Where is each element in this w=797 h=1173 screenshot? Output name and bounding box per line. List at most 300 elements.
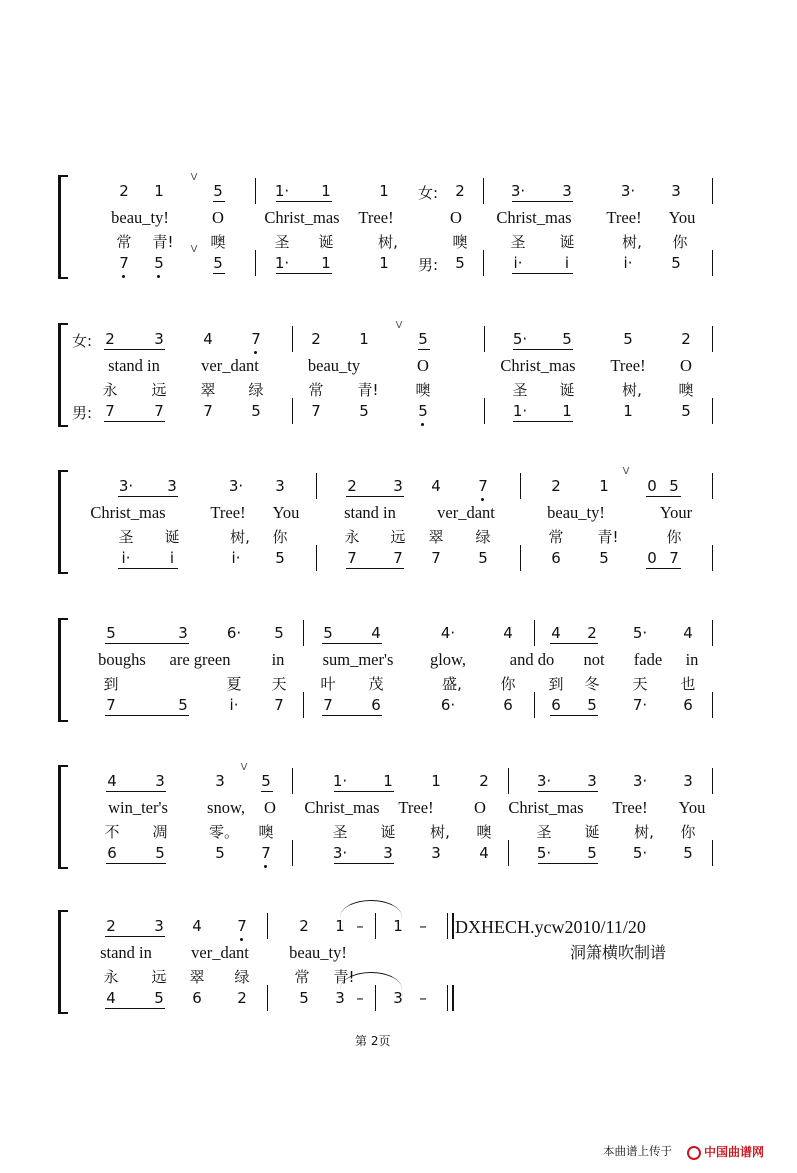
underline — [213, 273, 225, 274]
underline — [512, 201, 573, 202]
note: 2 — [587, 624, 597, 642]
underline — [538, 863, 598, 864]
note: 6 — [371, 696, 381, 714]
lyric-en: O — [264, 798, 276, 817]
note: 7 — [106, 696, 116, 714]
note: 3 — [155, 772, 165, 790]
note: 3· — [632, 772, 648, 790]
underline — [346, 568, 404, 569]
note: 7 — [311, 402, 321, 420]
dash: – — [356, 917, 364, 935]
note: 2 — [311, 330, 321, 348]
barline — [267, 985, 268, 1011]
system-bracket — [58, 175, 68, 279]
underline — [550, 715, 598, 716]
note: 4 — [431, 477, 441, 495]
barline — [712, 545, 713, 571]
lyric-zh: 你 — [500, 675, 516, 693]
lyric-en: in — [685, 650, 699, 669]
note: 2 — [455, 182, 465, 200]
lyric-en: snow, — [207, 798, 245, 817]
note: 1· — [274, 254, 290, 272]
underline — [276, 273, 332, 274]
barline — [303, 692, 304, 718]
barline — [712, 326, 713, 352]
system-bracket — [58, 765, 68, 869]
note: 5 — [154, 989, 164, 1007]
lyric-zh: 青! — [357, 381, 379, 399]
note: 3 — [393, 989, 403, 1007]
barline — [712, 178, 713, 204]
lyric-en: and do — [509, 650, 555, 669]
lyric-zh: 树, — [378, 233, 398, 251]
underline — [418, 349, 430, 350]
note: 5 — [213, 182, 223, 200]
note: 1 — [359, 330, 369, 348]
lyric-en: stand in — [344, 503, 396, 522]
lyric-zh: 翠 — [189, 968, 205, 986]
final-barline — [447, 913, 454, 939]
lyric-zh: 噢 — [678, 381, 694, 399]
underline — [105, 1008, 165, 1009]
footer-text: 本曲谱上传于 — [603, 1144, 672, 1158]
lyric-en: Christ_mas — [500, 356, 576, 375]
note: 2 — [237, 989, 247, 1007]
barline — [520, 545, 521, 571]
note: 5 — [274, 624, 284, 642]
note: i — [169, 549, 175, 567]
underline — [106, 863, 166, 864]
lyric-en: Tree! — [358, 208, 394, 227]
lyric-zh: 远 — [151, 381, 167, 399]
note: 7 — [393, 549, 403, 567]
lyric-en: O — [212, 208, 224, 227]
lyric-zh: 诞 — [559, 381, 575, 399]
note: 3· — [332, 844, 348, 862]
lyric-zh: 圣 — [274, 233, 290, 251]
note: 2 — [347, 477, 357, 495]
lyric-zh: 夏 — [226, 675, 242, 693]
note: 7 — [154, 402, 164, 420]
lyric-en: Christ_mas — [264, 208, 340, 227]
system-bracket — [58, 470, 68, 574]
lyric-zh: 天 — [632, 675, 648, 693]
breath-mark: V — [395, 320, 403, 331]
note: 7 — [251, 330, 261, 348]
note: 3 — [275, 477, 285, 495]
note: 7 — [105, 402, 115, 420]
barline — [712, 620, 713, 646]
underline — [512, 273, 573, 274]
lyric-zh: 盛, — [442, 675, 462, 693]
note: i· — [513, 254, 523, 272]
note: 5 — [323, 624, 333, 642]
lyric-en: Christ_mas — [496, 208, 572, 227]
note: 7 — [261, 844, 271, 862]
lyric-en: stand in — [108, 356, 160, 375]
note: 3 — [215, 772, 225, 790]
lyric-zh: 噢 — [415, 381, 431, 399]
lyric-zh: 远 — [151, 968, 167, 986]
note: 6 — [551, 696, 561, 714]
note: 3 — [671, 182, 681, 200]
note: 7 — [323, 696, 333, 714]
note: 7 — [478, 477, 488, 495]
barline — [483, 250, 484, 276]
note: 3· — [510, 182, 526, 200]
underline — [213, 201, 225, 202]
barline — [484, 326, 485, 352]
note: 5 — [261, 772, 271, 790]
barline — [292, 768, 293, 794]
underline — [105, 643, 189, 644]
lyric-en: Tree! — [210, 503, 246, 522]
note: 4 — [503, 624, 513, 642]
lyric-zh: 诞 — [164, 528, 180, 546]
barline — [712, 398, 713, 424]
note: 5 — [587, 696, 597, 714]
underline — [322, 715, 382, 716]
underline — [646, 568, 681, 569]
note: 1 — [379, 182, 389, 200]
breath-mark: V — [622, 466, 630, 477]
note: 5 — [359, 402, 369, 420]
lyric-en: O — [450, 208, 462, 227]
note: 4 — [203, 330, 213, 348]
note: 2 — [105, 330, 115, 348]
note: 1 — [321, 254, 331, 272]
underline — [334, 863, 394, 864]
note: 1 — [321, 182, 331, 200]
lyric-en: beau_ty! — [547, 503, 605, 522]
note: 1 — [379, 254, 389, 272]
underline — [322, 643, 382, 644]
note: 7 — [203, 402, 213, 420]
lyric-en: O — [680, 356, 692, 375]
lyric-en: not — [583, 650, 605, 669]
lyric-en: stand in — [100, 943, 152, 962]
note: 4 — [479, 844, 489, 862]
note: 7 — [274, 696, 284, 714]
note: 3· — [536, 772, 552, 790]
barline — [316, 545, 317, 571]
lyric-zh: 树, — [622, 381, 642, 399]
underline — [550, 643, 598, 644]
site-logo-text[interactable]: 中国曲谱网 — [704, 1145, 765, 1159]
note: 7 — [669, 549, 679, 567]
note: 5 — [669, 477, 679, 495]
lyric-en: You — [668, 208, 696, 227]
barline — [534, 692, 535, 718]
lyric-en: beau_ty — [307, 356, 361, 375]
note: 5 — [215, 844, 225, 862]
underline — [105, 715, 189, 716]
note: 5· — [512, 330, 528, 348]
lyric-zh: 凋 — [152, 823, 168, 841]
note: 3· — [228, 477, 244, 495]
lyric-en: Christ_mas — [304, 798, 380, 817]
female-label: 女: — [72, 332, 93, 350]
note: 5 — [478, 549, 488, 567]
lyric-zh: 常 — [308, 381, 324, 399]
lyric-en: beau_ty! — [111, 208, 169, 227]
lyric-zh: 也 — [680, 675, 696, 693]
underline — [276, 201, 332, 202]
low-dot — [264, 865, 267, 868]
barline — [292, 398, 293, 424]
lyric-zh: 青! — [333, 968, 355, 986]
lyric-zh: 圣 — [332, 823, 348, 841]
system-bracket — [58, 910, 68, 1014]
male-label: 男: — [72, 404, 93, 422]
note: 5· — [632, 844, 648, 862]
barline — [508, 840, 509, 866]
lyric-en: Tree! — [606, 208, 642, 227]
note: 7· — [632, 696, 648, 714]
lyric-en: fade — [633, 650, 663, 669]
lyric-zh: 诞 — [584, 823, 600, 841]
lyric-zh: 远 — [390, 528, 406, 546]
barline — [255, 250, 256, 276]
lyric-zh: 常 — [116, 233, 132, 251]
underline — [646, 496, 681, 497]
note: 5 — [683, 844, 693, 862]
lyric-zh: 翠 — [428, 528, 444, 546]
note: 2 — [479, 772, 489, 790]
note: 5 — [587, 844, 597, 862]
note: 6 — [683, 696, 693, 714]
barline — [520, 473, 521, 499]
low-dot — [157, 275, 160, 278]
lyric-zh: 茂 — [368, 675, 384, 693]
note: 4 — [192, 917, 202, 935]
note: 3 — [683, 772, 693, 790]
lyric-en: boughs — [98, 650, 146, 669]
lyric-zh: 翠 — [200, 381, 216, 399]
lyric-zh: 你 — [672, 233, 688, 251]
note: 1 — [599, 477, 609, 495]
note: i· — [623, 254, 633, 272]
lyric-en: Your — [659, 503, 693, 522]
female-label: 女: — [418, 184, 439, 202]
note: 5 — [154, 254, 164, 272]
note: i — [564, 254, 570, 272]
lyric-en: Tree! — [612, 798, 648, 817]
note: 1· — [332, 772, 348, 790]
note: 4· — [440, 624, 456, 642]
lyric-zh: 天 — [271, 675, 287, 693]
note: 6 — [503, 696, 513, 714]
note: 1 — [562, 402, 572, 420]
note: 5 — [562, 330, 572, 348]
note: 3 — [154, 330, 164, 348]
lyric-en: win_ter's — [108, 798, 168, 817]
note: 7 — [347, 549, 357, 567]
dash: – — [356, 989, 364, 1007]
barline — [712, 768, 713, 794]
underline — [104, 349, 165, 350]
barline — [303, 620, 304, 646]
lyric-en: ver_dant — [437, 503, 495, 522]
note: 6 — [192, 989, 202, 1007]
lyric-zh: 诞 — [559, 233, 575, 251]
arranger-code: DXHECH.ycw2010/11/20 — [455, 917, 646, 937]
note: 4 — [106, 989, 116, 1007]
breath-mark: V — [190, 172, 198, 183]
lyric-zh: 噢 — [210, 233, 226, 251]
note: i· — [121, 549, 131, 567]
system-bracket — [58, 323, 68, 427]
low-dot — [122, 275, 125, 278]
lyric-zh: 圣 — [118, 528, 134, 546]
note: 5 — [671, 254, 681, 272]
note: 3· — [118, 477, 134, 495]
note: 5 — [599, 549, 609, 567]
underline — [261, 791, 273, 792]
note: 3· — [620, 182, 636, 200]
note: 7 — [119, 254, 129, 272]
note: 1 — [431, 772, 441, 790]
note: 3 — [154, 917, 164, 935]
system-bracket — [58, 618, 68, 722]
note: 3 — [393, 477, 403, 495]
note: 6 — [107, 844, 117, 862]
note: 5 — [623, 330, 633, 348]
lyric-zh: 树, — [634, 823, 654, 841]
low-dot — [254, 351, 257, 354]
barline — [712, 840, 713, 866]
note: 5 — [299, 989, 309, 1007]
underline — [104, 421, 165, 422]
note: 1 — [154, 182, 164, 200]
underline — [513, 421, 573, 422]
underline — [538, 791, 598, 792]
note: 5 — [418, 330, 428, 348]
note: 1 — [335, 917, 345, 935]
site-logo-icon — [687, 1146, 701, 1160]
note: 2 — [106, 917, 116, 935]
lyric-zh: 噢 — [452, 233, 468, 251]
underline — [118, 496, 178, 497]
lyric-zh: 你 — [666, 528, 682, 546]
barline — [508, 768, 509, 794]
note: 6· — [440, 696, 456, 714]
barline — [484, 398, 485, 424]
low-dot — [421, 423, 424, 426]
note: 3 — [383, 844, 393, 862]
barline — [712, 473, 713, 499]
lyric-zh: 永 — [344, 528, 360, 546]
lyric-zh: 绿 — [475, 528, 491, 546]
lyric-zh: 零。 — [208, 823, 240, 841]
lyric-zh: 诞 — [380, 823, 396, 841]
note: 4 — [551, 624, 561, 642]
note: 5 — [418, 402, 428, 420]
lyric-en: in — [271, 650, 285, 669]
barline — [534, 620, 535, 646]
dash: – — [419, 989, 427, 1007]
lyric-en: ver_dant — [191, 943, 249, 962]
lyric-en: sum_mer's — [322, 650, 394, 669]
lyric-zh: 常 — [548, 528, 564, 546]
note: 6 — [551, 549, 561, 567]
lyric-zh: 到 — [103, 675, 119, 693]
note: 3 — [431, 844, 441, 862]
note: 2 — [551, 477, 561, 495]
underline — [118, 568, 178, 569]
barline — [255, 178, 256, 204]
note: 1 — [383, 772, 393, 790]
final-barline — [447, 985, 454, 1011]
note: 0 — [647, 477, 657, 495]
male-label: 男: — [418, 256, 439, 274]
lyric-en: Christ_mas — [90, 503, 166, 522]
lyric-zh: 你 — [680, 823, 696, 841]
underline — [346, 496, 404, 497]
note: 3 — [167, 477, 177, 495]
note: 5 — [275, 549, 285, 567]
note: 1 — [393, 917, 403, 935]
lyric-en: Tree! — [610, 356, 646, 375]
low-dot — [481, 498, 484, 501]
note: 2 — [299, 917, 309, 935]
note: 1· — [512, 402, 528, 420]
note: 5 — [213, 254, 223, 272]
note: 6· — [226, 624, 242, 642]
note: 5 — [251, 402, 261, 420]
underline — [513, 349, 573, 350]
note: 3 — [587, 772, 597, 790]
lyric-zh: 噢 — [476, 823, 492, 841]
barline — [712, 692, 713, 718]
note: 5 — [681, 402, 691, 420]
underline — [105, 936, 165, 937]
barline — [292, 326, 293, 352]
note: 5· — [536, 844, 552, 862]
note: 0 — [647, 549, 657, 567]
barline — [483, 178, 484, 204]
lyric-en: O — [417, 356, 429, 375]
note: 5· — [632, 624, 648, 642]
note: 2 — [681, 330, 691, 348]
note: 2 — [119, 182, 129, 200]
lyric-zh: 绿 — [234, 968, 250, 986]
barline — [712, 250, 713, 276]
lyric-zh: 树, — [430, 823, 450, 841]
tie-arc — [340, 900, 402, 917]
barline — [316, 473, 317, 499]
barline — [292, 840, 293, 866]
lyric-zh: 树, — [230, 528, 250, 546]
lyric-en: O — [474, 798, 486, 817]
lyric-zh: 诞 — [318, 233, 334, 251]
note: 5 — [106, 624, 116, 642]
page-number: 第 2页 — [355, 1034, 391, 1048]
breath-mark: V — [240, 762, 248, 773]
lyric-zh: 青! — [597, 528, 619, 546]
lyric-en: ver_dant — [201, 356, 259, 375]
lyric-en: glow, — [429, 650, 467, 669]
note: 7 — [431, 549, 441, 567]
note: 4 — [371, 624, 381, 642]
lyric-zh: 到 — [548, 675, 564, 693]
lyric-en: Tree! — [398, 798, 434, 817]
lyric-zh: 永 — [102, 381, 118, 399]
dash: – — [419, 917, 427, 935]
note: 3 — [178, 624, 188, 642]
lyric-zh: 永 — [103, 968, 119, 986]
lyric-en: You — [272, 503, 300, 522]
